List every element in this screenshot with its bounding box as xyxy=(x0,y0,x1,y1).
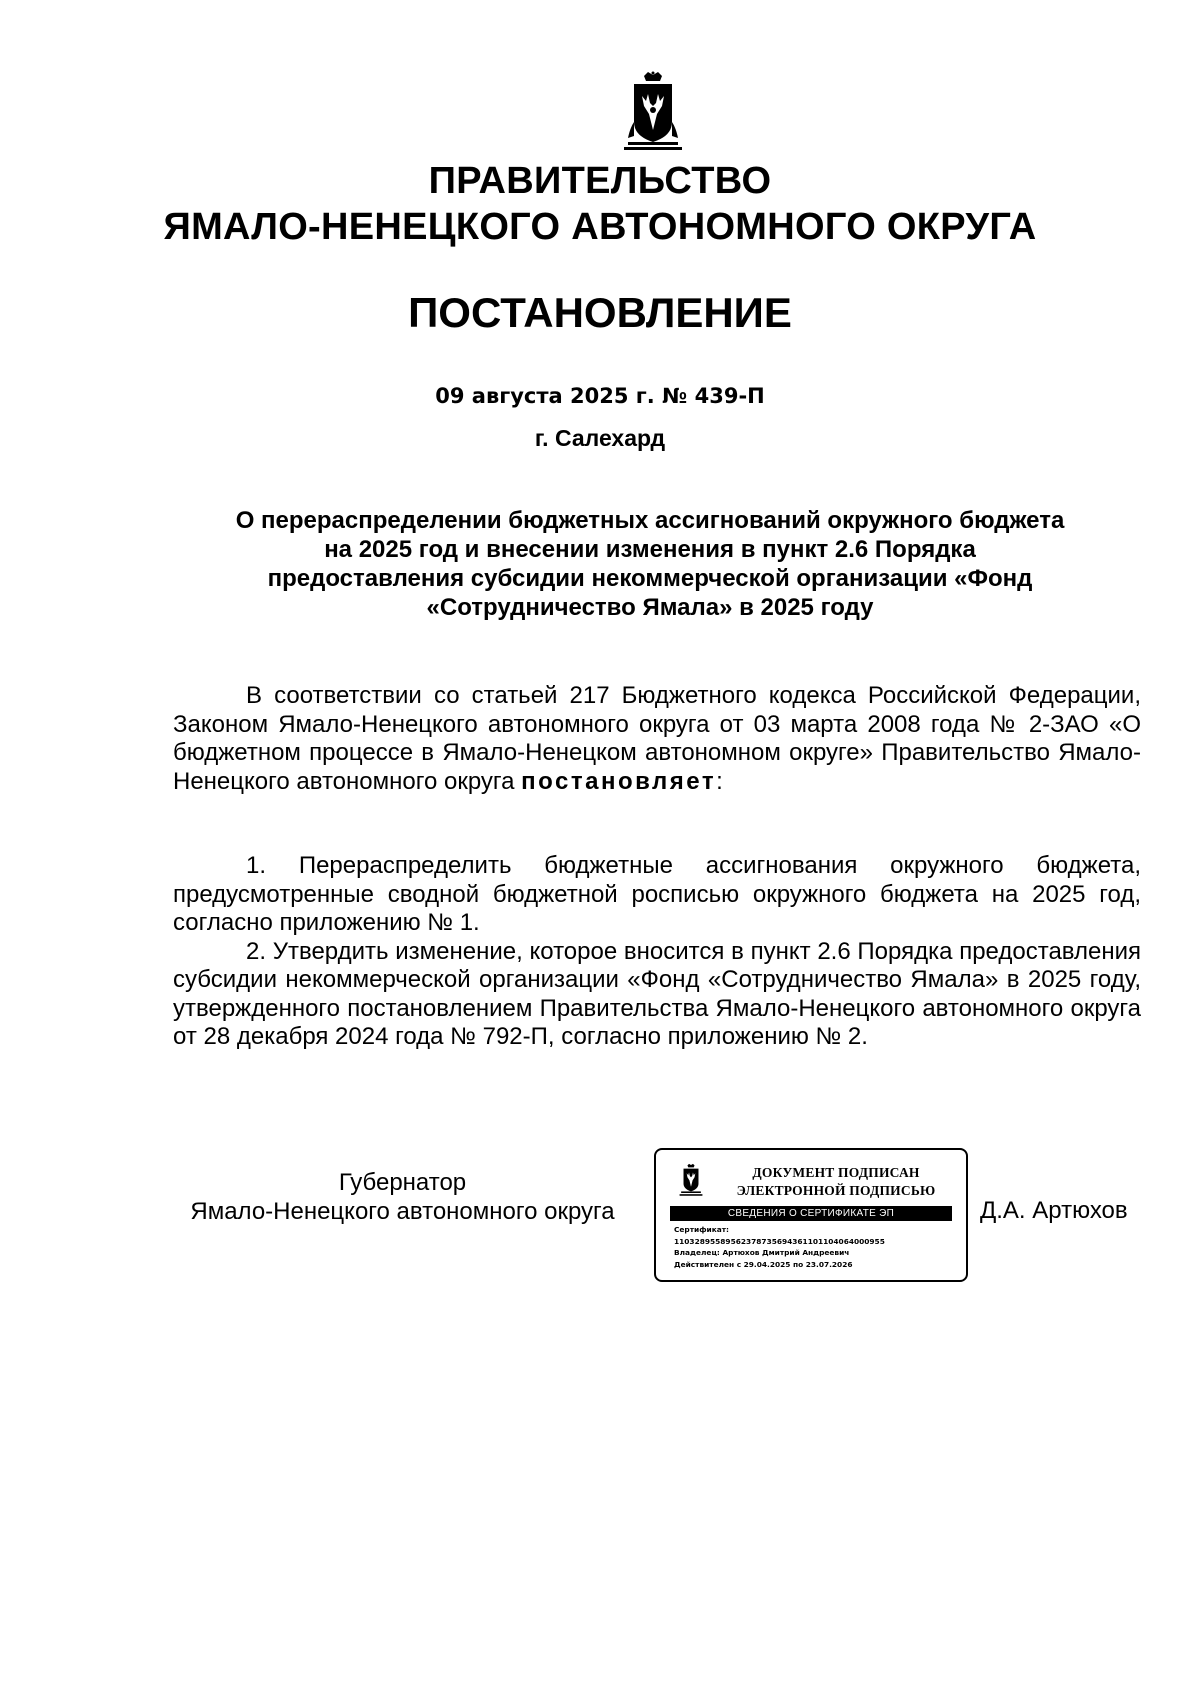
government-title xyxy=(0,158,1200,250)
stamp-title-line1: ДОКУМЕНТ ПОДПИСАН xyxy=(752,1165,920,1180)
stamp-emblem-icon xyxy=(678,1162,704,1198)
subject-line: предоставления субсидии некоммерческой организации «Фонд xyxy=(267,565,1033,592)
document-date-number: 09 августа 2025 г. № 439-П xyxy=(435,384,765,408)
preamble-colon: : xyxy=(716,767,723,795)
subject-line: О перераспределении бюджетных ассигнований окружного бюджета xyxy=(235,507,1065,534)
decree-item-2: 2. Утвердить изменение, которое вносится в пункт 2.6 Порядка предоставления субсидии некоммерческой организации «Фонд «Сотрудничество Ямала» в 2025 году, утвержденного постановлением Правительства Ямало-Ненецкого автономного округа от 28 декабря 2024 года № 792-П, согласно приложению № 2. xyxy=(173,937,1141,1050)
electronic-signature-stamp xyxy=(654,1148,968,1282)
stamp-validity: Действителен с 29.04.2025 по 23.07.2026 xyxy=(674,1259,853,1269)
signatory-position xyxy=(160,1168,645,1226)
stamp-certificate-header: СВЕДЕНИЯ О СЕРТИФИКАТЕ ЭП xyxy=(670,1206,952,1221)
decree-word: постановляет xyxy=(521,767,717,795)
document-city: г. Салехард xyxy=(534,425,666,451)
decree-item-1: 1. Перераспределить бюджетные ассигнования окружного бюджета, предусмотренные сводной бюджетной росписью окружного бюджета на 2025 год, согласно приложению № 1. xyxy=(173,852,1141,936)
document-type: ПОСТАНОВЛЕНИЕ xyxy=(408,289,792,336)
subject-line: «Сотрудничество Ямала» в 2025 году xyxy=(426,594,874,621)
government-title-line1: ПРАВИТЕЛЬСТВО xyxy=(428,160,772,202)
signatory-position-line2: Ямало-Ненецкого автономного округа xyxy=(190,1198,615,1225)
coat-of-arms-icon xyxy=(620,70,686,156)
stamp-cert-label: Сертификат: xyxy=(674,1225,729,1234)
government-title-line2: ЯМАЛО-НЕНЕЦКОГО АВТОНОМНОГО ОКРУГА xyxy=(163,206,1037,248)
subject-line: на 2025 год и внесении изменения в пункт 2.6 Порядка xyxy=(324,536,976,563)
stamp-title xyxy=(716,1164,956,1200)
signatory-name: Д.А. Артюхов xyxy=(980,1197,1128,1224)
document-subject xyxy=(160,506,1140,622)
stamp-owner: Владелец: Артюхов Дмитрий Андреевич xyxy=(674,1248,850,1257)
stamp-title-line2: ЭЛЕКТРОННОЙ ПОДПИСЬЮ xyxy=(736,1183,936,1198)
preamble-paragraph xyxy=(173,682,1141,796)
signatory-position-line1: Губернатор xyxy=(338,1169,467,1196)
stamp-cert-number: 11032895589562378735694361101104064000955 xyxy=(674,1236,885,1246)
preamble-text: В соответствии со статьей 217 Бюджетного кодекса Российской Федерации, Законом Ямало-Ненецкого автономного округа от 03 марта 2008 года № 2-ЗАО «О бюджетном процессе в Ямало-Ненецком автономном округе» Правительство Ямало-Ненецкого автономного округа xyxy=(173,682,1141,795)
decree-items xyxy=(173,852,1141,1052)
stamp-certificate-info xyxy=(674,1224,959,1270)
